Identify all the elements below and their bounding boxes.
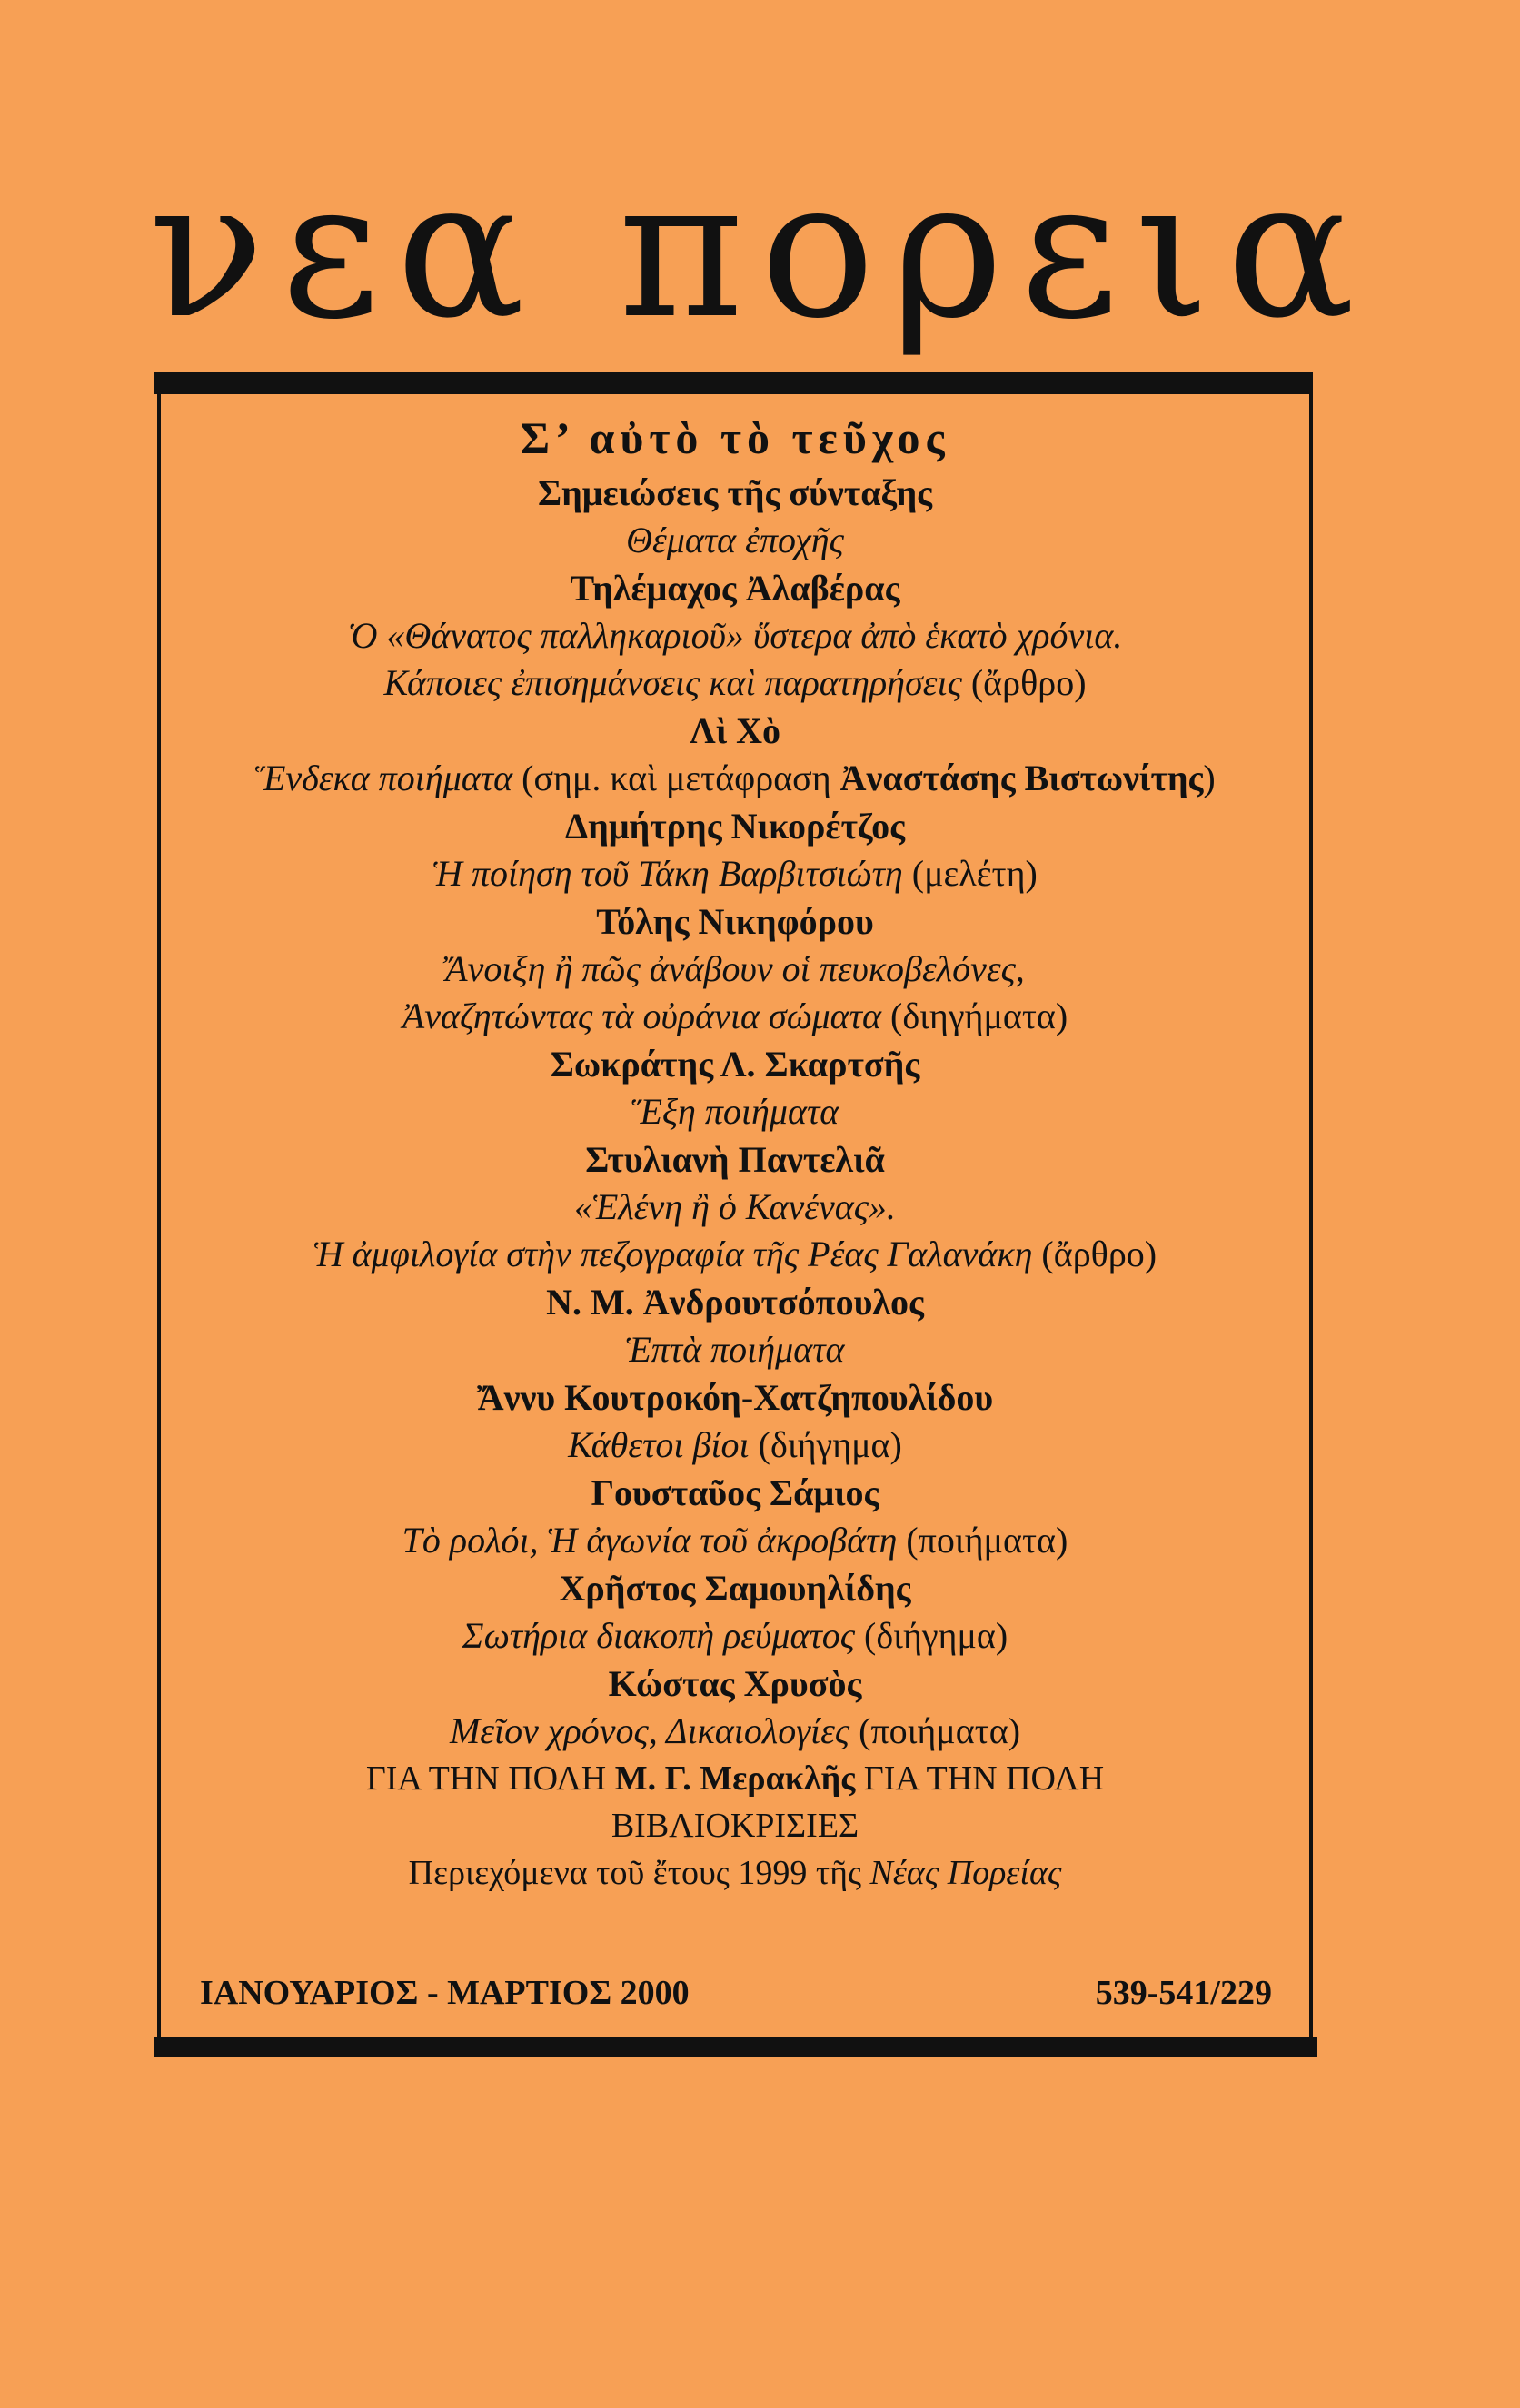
closing-section: [161, 1755, 1309, 1897]
toc-entry: [161, 1278, 1309, 1373]
entry-work-line: [161, 850, 1309, 897]
entry-work-line: [161, 612, 1309, 659]
entry-work-line: [161, 1517, 1309, 1564]
entry-work-line: [161, 1612, 1309, 1660]
entry-work-note: (διήγημα): [749, 1424, 902, 1465]
entry-work-title: Σωτήρια διακοπὴ ρεύματος: [462, 1615, 856, 1656]
entry-author: Λὶ Χὸ: [690, 710, 780, 751]
issue-date: ΙΑΝΟΥΑΡΙΟΣ - ΜΑΡΤΙΟΣ 2000: [200, 1974, 690, 2012]
entry-work-title: «Ἑλένη ἢ ὁ Κανένας».: [574, 1186, 896, 1227]
toc-entry: [161, 469, 1309, 564]
city-line-prefix: ΓΙΑ ΤΗΝ ΠΟΛΗ: [365, 1759, 615, 1798]
entry-work-title: Ἕξη ποιήματα: [631, 1091, 839, 1132]
entry-author: Ν. Μ. Ἀνδρουτσόπουλος: [546, 1282, 924, 1323]
entry-work-note: (μελέτη): [902, 853, 1038, 894]
entry-work-title: Κάποιες ἐπισημάνσεις καὶ παρατηρήσεις: [383, 662, 962, 703]
city-line: [161, 1755, 1309, 1802]
toc-entry: [161, 1135, 1309, 1278]
toc-entry: [161, 897, 1309, 1040]
annual-contents-prefix: Περιεχόμενα τοῦ ἔτους 1999 τῆς: [408, 1854, 870, 1892]
entry-work-line: [161, 1708, 1309, 1755]
entry-work-line: [161, 1088, 1309, 1135]
issue-number: 539-541/229: [1095, 1974, 1272, 2012]
entry-work-title: Ἀναζητώντας τὰ οὐράνια σώματα: [402, 996, 881, 1036]
city-line-author: Μ. Γ. Μερακλῆς: [614, 1759, 856, 1798]
toc-entry: [161, 1469, 1309, 1564]
entry-author: Γουσταῦος Σάμιος: [591, 1472, 879, 1513]
magazine-title: νεα πορεια: [148, 138, 1372, 361]
entry-work-line: [161, 993, 1309, 1040]
entry-work-title: Ὁ «Θάνατος παλληκαριοῦ» ὕστερα ἀπὸ ἑκατὸ χρόνια.: [347, 615, 1123, 656]
entry-author: Τηλέμαχος Ἀλαβέρας: [570, 568, 900, 609]
entry-work-line: [161, 1326, 1309, 1373]
entry-work-title: Μεῖον χρόνος, Δικαιολογίες: [449, 1710, 850, 1751]
entry-work-line: [161, 1184, 1309, 1231]
entry-author: Ἄννυ Κουτροκόη-Χατζηπουλίδου: [476, 1377, 994, 1418]
entry-author: Δημήτρης Νικορέτζος: [565, 806, 905, 847]
entry-work-title: Ἡ ἀμφιλογία στὴν πεζογραφία τῆς Ρέας Γαλανάκη: [313, 1234, 1033, 1274]
entry-work-title: Ἡ ποίηση τοῦ Τάκη Βαρβιτσιώτη: [432, 853, 903, 894]
entry-work-line: [161, 1231, 1309, 1278]
entry-work-line: [161, 755, 1309, 802]
entry-work-note: (ποιήματα): [897, 1520, 1068, 1561]
entry-work-line: [161, 1422, 1309, 1469]
city-line-suffix: ΓΙΑ ΤΗΝ ΠΟΛΗ: [855, 1759, 1105, 1798]
toc-entry: [161, 707, 1309, 802]
entry-work-note: (διήγημα): [855, 1615, 1008, 1656]
entry-work-note: (ἄρθρο): [961, 662, 1087, 703]
annual-contents-title: Νέας Πορείας: [869, 1854, 1062, 1892]
entry-work-title: Κάθετοι βίοι: [568, 1424, 750, 1465]
entry-author: Σωκράτης Λ. Σκαρτσῆς: [550, 1044, 920, 1085]
entry-work-line: [161, 517, 1309, 564]
toc-entry: [161, 1564, 1309, 1660]
entry-author: Χρῆστος Σαμουηλίδης: [559, 1568, 911, 1609]
toc-entry: [161, 1660, 1309, 1755]
entry-work-title: Ἄνοιξη ἢ πῶς ἀνάβουν οἱ πευκοβελόνες,: [445, 948, 1025, 989]
table-of-contents: [161, 411, 1309, 1897]
entry-work-note: (ποιήματα): [849, 1710, 1021, 1751]
contents-heading: Σ’ αὐτὸ τὸ τεῦχος: [520, 412, 950, 463]
bottom-rule: [154, 2037, 1317, 2057]
entry-work-title: Τὸ ρολόι, Ἡ ἀγωνία τοῦ ἀκροβάτη: [402, 1520, 898, 1561]
reviews-line: ΒΙΒΛΙΟΚΡΙΣΙΕΣ: [611, 1807, 859, 1845]
entry-author: Κώστας Χρυσὸς: [608, 1663, 862, 1704]
annual-contents-line: [161, 1849, 1309, 1897]
entry-work-line: [161, 659, 1309, 707]
entry-work-note: (ἄρθρο): [1032, 1234, 1157, 1274]
entry-work-note: (σημ. καὶ μετάφραση: [512, 758, 840, 798]
entry-work-line: [161, 946, 1309, 993]
entry-author: Σημειώσεις τῆς σύνταξης: [537, 472, 933, 513]
entry-translator: Ἀναστάσης Βιστωνίτης: [839, 758, 1204, 798]
entry-work-title: Θέματα ἐποχῆς: [626, 520, 844, 560]
entry-author: Στυλιανὴ Παντελιᾶ: [585, 1139, 885, 1180]
entries-list: [161, 469, 1309, 1755]
toc-entry: [161, 1040, 1309, 1135]
toc-entry: [161, 1373, 1309, 1469]
toc-entry: [161, 802, 1309, 897]
toc-entry: [161, 564, 1309, 707]
entry-work-note-close: ): [1203, 758, 1216, 798]
entry-work-note: (διηγήματα): [881, 996, 1068, 1036]
entry-author: Τόλης Νικηφόρου: [596, 901, 874, 942]
entry-work-title: Ἑπτὰ ποιήματα: [625, 1329, 845, 1370]
entry-work-title: Ἕνδεκα ποιήματα: [254, 758, 513, 798]
